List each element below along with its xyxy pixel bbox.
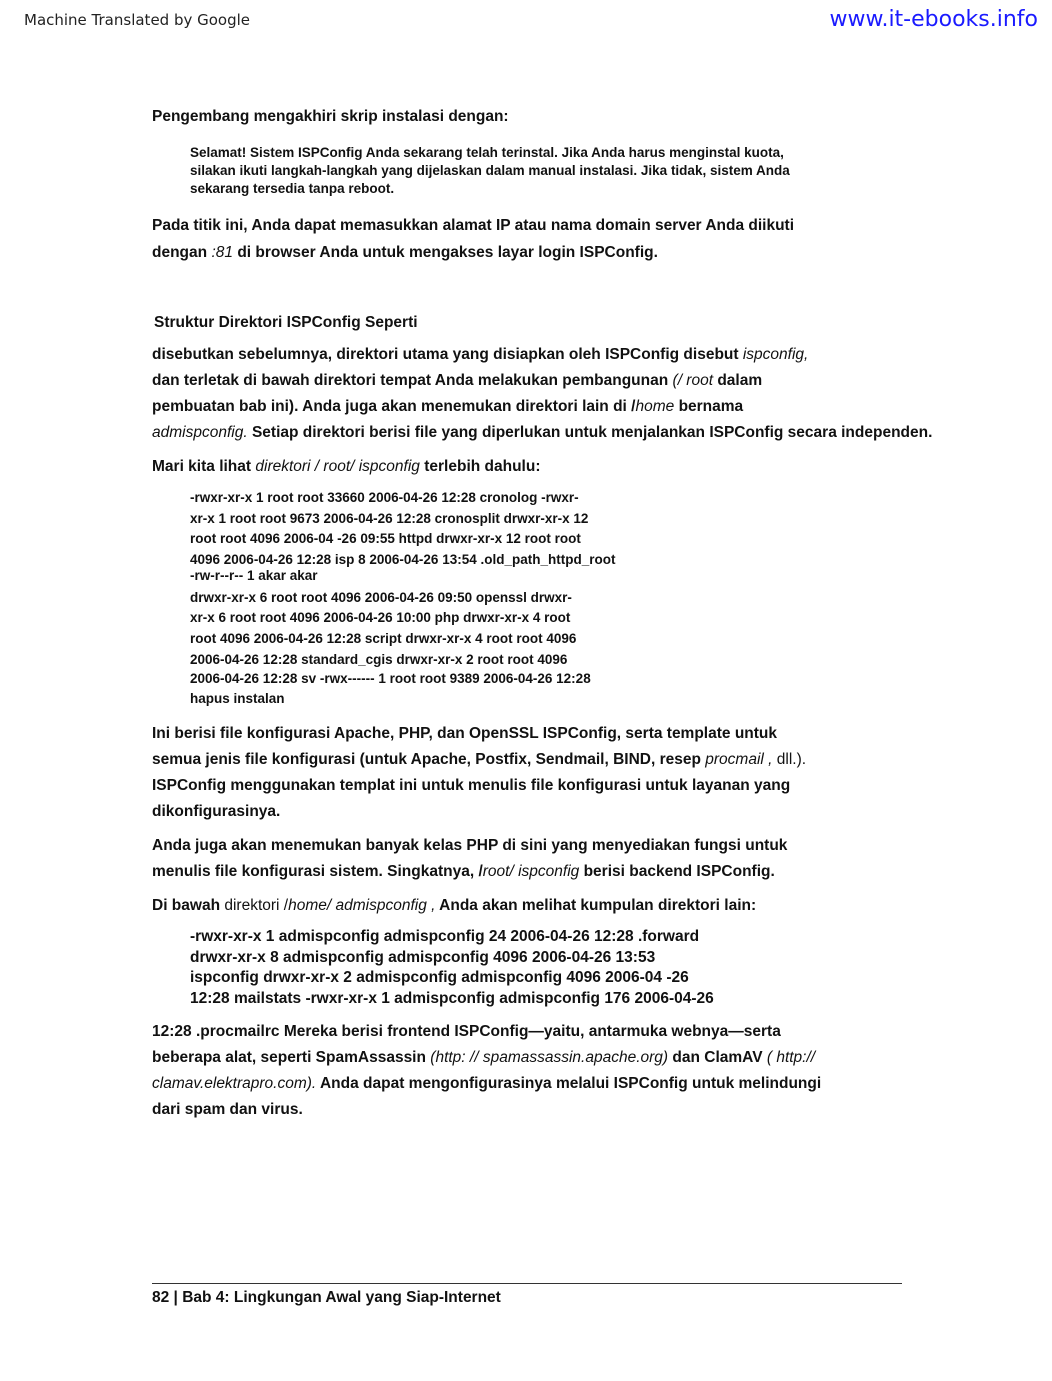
text-run: Pada titik ini, Anda dapat memasukkan alamat IP atau nama domain server Anda diikuti	[152, 217, 795, 234]
listing-line: 12:28 mailstats -rwxr-xr-x 1 admispconfig admispconfig 176 2006-04-26	[190, 989, 714, 1007]
listing-line: hapus instalan	[190, 691, 285, 707]
listing-line: ispconfig drwxr-xr-x 2 admispconfig admispconfig 4096 2006-04 -26	[190, 969, 689, 987]
listing-home-admispconfig	[190, 927, 1032, 1009]
dir-ref: admispconfig.	[152, 424, 248, 441]
install-message	[190, 144, 900, 198]
page-footer: 82 | Bab 4: Lingkungan Awal yang Siap-Internet	[152, 1289, 501, 1306]
text-run: Ini berisi file konfigurasi Apache, PHP, dan OpenSSL ISPConfig, serta template untuk	[152, 725, 778, 743]
text-run: 12:28 .procmailrc Mereka berisi frontend ISPConfig—yaitu, antarmuka webnya—serta	[152, 1023, 781, 1041]
text-run: Setiap direktori berisi file yang diperlukan untuk menjalankan ISPConfig secara independen.	[251, 424, 933, 441]
install-message-line: sekarang tersedia tanpa reboot.	[190, 181, 395, 196]
port-ref: :81	[211, 244, 233, 261]
listing-line: 4096 2006-04-26 12:28 isp 8 2006-04-26 13:54 .old_path_httpd_root	[190, 551, 616, 567]
paragraph-admispconfig	[152, 893, 1032, 919]
page-body	[152, 108, 1032, 1123]
listing-line: -rw-r--r-- 1 akar akar	[190, 567, 318, 583]
text-run: disebutkan sebelumnya, direktori utama yang disiapkan oleh ISPConfig disebut	[152, 346, 739, 363]
text-run: dalam	[717, 372, 763, 389]
text-run: dikonfigurasinya.	[152, 803, 281, 821]
listing-line: drwxr-xr-x 8 admispconfig admispconfig 4096 2006-04-26 13:53	[190, 948, 656, 966]
text-run: menulis file konfigurasi sistem. Singkatnya, /	[152, 863, 483, 881]
listing-line: 2006-04-26 12:28 sv -rwx------ 1 root root 9389 2006-04-26 12:28	[190, 671, 591, 687]
dir-ref: home	[635, 398, 675, 415]
text-run: ISPConfig menggunakan templat ini untuk menulis file konfigurasi untuk layanan yang	[152, 777, 791, 795]
text-run: pembuatan bab ini). Anda juga akan menemukan direktori lain di /	[152, 398, 636, 415]
text-run: bernama	[678, 398, 744, 415]
paragraph-backend	[152, 833, 1032, 885]
dir-ref: (/ root	[672, 372, 714, 389]
text-run: berisi backend ISPConfig.	[583, 863, 775, 881]
text-run: Di bawah	[152, 897, 221, 915]
text-run: di browser Anda untuk mengakses layar login ISPConfig.	[237, 244, 658, 261]
listing-line: -rwxr-xr-x 1 root root 33660 2006-04-26 12:28 cronolog -rwxr-	[190, 490, 579, 505]
paragraph-line	[152, 212, 1032, 266]
paragraph-frontend	[152, 1019, 1032, 1123]
section-heading: Struktur Direktori ISPConfig Seperti	[154, 314, 418, 331]
text-run: direktori /	[224, 897, 289, 915]
text-run: dll.).	[776, 751, 807, 769]
url-ref: ( http://	[766, 1049, 816, 1067]
program-ref: procmail ,	[705, 751, 773, 769]
text-run: Anda juga akan menemukan banyak kelas PHP di sini yang menyediakan fungsi untuk	[152, 837, 788, 855]
install-message-line: Selamat! Sistem ISPConfig Anda sekarang telah terinstal. Jika Anda harus menginstal kuota,	[190, 145, 784, 160]
text-run: dan terletak di bawah direktori tempat Anda melakukan pembangunan	[152, 372, 669, 389]
footer-rule	[152, 1283, 902, 1284]
listing-line: drwxr-xr-x 6 root root 4096 2006-04-26 09:50 openssl drwxr-	[190, 589, 572, 605]
paragraph-login	[152, 212, 1032, 266]
listing-line: root 4096 2006-04-26 12:28 script drwxr-xr-x 4 root root 4096	[190, 630, 577, 646]
dir-ref: root/ ispconfig	[482, 863, 580, 881]
listing-line: xr-x 1 root root 9673 2006-04-26 12:28 cronosplit drwxr-xr-x 12	[190, 510, 589, 526]
text-run: semua jenis file konfigurasi (untuk Apache, Postfix, Sendmail, BIND, resep	[152, 751, 701, 769]
dir-ref: home/ admispconfig ,	[288, 897, 436, 915]
install-message-line: silakan ikuti langkah-langkah yang dijelaskan dalam manual instalasi. Jika tidak, sistem Anda	[190, 163, 790, 178]
text-run: Mari kita lihat	[152, 458, 252, 475]
paragraph-config	[152, 721, 1032, 825]
text-run: dengan	[152, 244, 208, 261]
listing-line: root root 4096 2006-04 -26 09:55 httpd drwxr-xr-x 12 root root	[190, 531, 581, 547]
paragraph-structure	[152, 342, 1032, 446]
text-run: beberapa alat, seperti SpamAssassin	[152, 1049, 426, 1067]
text-run: dari spam dan virus.	[152, 1101, 303, 1119]
listing-root-ispconfig	[190, 488, 1032, 711]
dir-ref: direktori / root/ ispconfig	[255, 458, 420, 475]
text-run: dan ClamAV	[672, 1049, 763, 1067]
url-ref: (http: // spamassassin.apache.org)	[430, 1049, 669, 1067]
listing-line: 2006-04-26 12:28 standard_cgis drwxr-xr-x 2 root root 4096	[190, 651, 568, 667]
url-ref: clamav.elektrapro.com).	[152, 1075, 317, 1093]
text-run: Anda dapat mengonfigurasinya melalui ISPConfig untuk melindungi	[319, 1075, 822, 1093]
machine-translation-note: Machine Translated by Google	[24, 11, 251, 29]
source-link[interactable]: www.it-ebooks.info	[829, 7, 1038, 32]
intro-line: Pengembang mengakhiri skrip instalasi dengan:	[152, 108, 509, 125]
text-run: terlebih dahulu:	[424, 458, 541, 475]
text-run: Anda akan melihat kumpulan direktori lain:	[439, 897, 757, 915]
listing-line: xr-x 6 root root 4096 2006-04-26 10:00 php drwxr-xr-x 4 root	[190, 610, 571, 626]
dir-ref: ispconfig,	[742, 346, 809, 363]
listing-line: -rwxr-xr-x 1 admispconfig admispconfig 24 2006-04-26 12:28 .forward	[190, 928, 700, 946]
paragraph-lookup	[152, 454, 1032, 480]
